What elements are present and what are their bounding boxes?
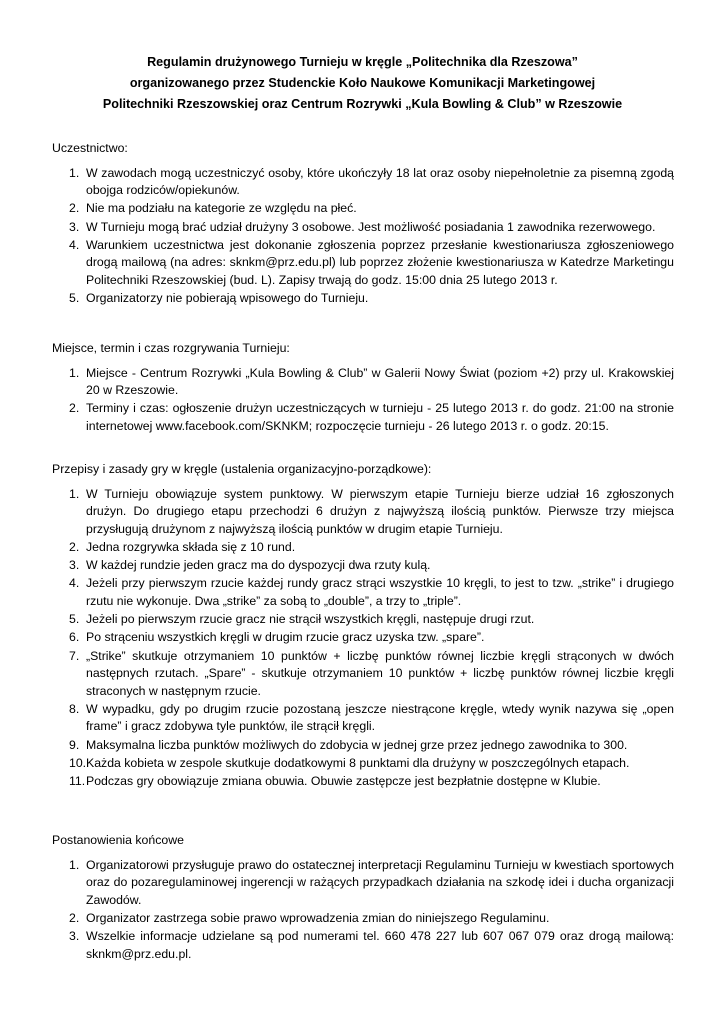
- item-text: W Turnieju mogą brać udział drużyny 3 osobowe. Jest możliwość posiadania 1 zawodnika rezerwowego.: [86, 219, 656, 234]
- section-participation: [52, 140, 674, 308]
- item-text: Organizator zastrzega sobie prawo wprowadzenia zmian do niniejszego Regulaminu.: [86, 910, 550, 925]
- item-number: 10.: [69, 755, 87, 770]
- title-line-2: organizowanego przez Studenckie Koło Naukowe Komunikacji Marketingowej: [129, 76, 596, 90]
- section-heading: Postanowienia końcowe: [52, 833, 184, 847]
- title-line-3: Politechniki Rzeszowskiej oraz Centrum Rozrywki „Kula Bowling & Club” w Rzeszowie: [102, 97, 623, 111]
- item-text: Jeżeli przy pierwszym rzucie każdej rundy gracz strąci wszystkie 10 kręgli, to jest to tzw. „strike” i drugiego rzutu nie wykonuje. Dwa „strike” za sobą to „double”, a trzy to „triple”.: [86, 576, 674, 608]
- section-heading: Miejsce, termin i czas rozgrywania Turnieju:: [52, 341, 290, 355]
- list-item: [52, 910, 674, 928]
- list-item: [52, 219, 674, 237]
- item-text: Terminy i czas: ogłoszenie drużyn uczestniczących w turnieju - 25 lutego 2013 r. do godz. 21:00 na stronie internetowej www.facebook.com/SKNKM; rozpoczęcie turnieju - 26 lutego 2013 r. o godz. 20:15.: [86, 401, 674, 433]
- item-number: 5.: [69, 291, 80, 306]
- item-number: 7.: [69, 648, 80, 663]
- participation-list: [52, 165, 674, 308]
- list-item: [52, 701, 674, 736]
- item-text: W zawodach mogą uczestniczyć osoby, które ukończyły 18 lat oraz osoby niepełnoletnie za pisemną zgodą obojga rodziców/opiekunów.: [86, 165, 674, 198]
- item-number: 1.: [69, 365, 80, 380]
- list-item: [52, 611, 674, 629]
- list-item: [52, 290, 674, 308]
- item-text: Organizatorzy nie pobierają wpisowego do Turnieju.: [86, 291, 369, 306]
- item-text: Każda kobieta w zespole skutkuje dodatkowymi 8 punktami dla drużyny w poszczególnych etapach.: [86, 755, 630, 770]
- title-line-1: Regulamin drużynowego Turnieju w kręgle „Politechnika dla Rzeszowa”: [147, 55, 578, 69]
- item-text: Jedna rozgrywka składa się z 10 rund.: [86, 539, 296, 554]
- section-rules: [52, 461, 674, 791]
- list-item: [52, 755, 674, 773]
- item-text: Miejsce - Centrum Rozrywki „Kula Bowling & Club” w Galerii Nowy Świat (poziom +2) przy ul. Krakowskiej 20 w Rzeszowie.: [86, 365, 674, 398]
- list-item: [52, 539, 674, 557]
- section-location-time: [52, 340, 674, 436]
- list-item: [52, 165, 674, 200]
- list-item: [52, 237, 674, 290]
- list-item: [52, 648, 674, 701]
- section-final-provisions: [52, 832, 674, 964]
- list-item: [52, 557, 674, 575]
- item-number: 2.: [69, 201, 80, 216]
- list-item: [52, 737, 674, 755]
- item-text: „Strike” skutkuje otrzymaniem 10 punktów + liczbę punktów równej liczbie kręgli strąconych w dwóch następnych rzutach. „Spare” - skutkuje otrzymaniem 10 punktów + liczbę punktów równej liczbie kręgli straconych w następnym rzucie.: [86, 648, 674, 698]
- list-item: [52, 629, 674, 647]
- list-item: [52, 857, 674, 910]
- document-title: [60, 52, 665, 115]
- section-heading: Uczestnictwo:: [52, 141, 128, 155]
- item-text: Maksymalna liczba punktów możliwych do zdobycia w jednej grze przez jednego zawodnika to 300.: [86, 737, 628, 752]
- item-number: 4.: [69, 576, 80, 591]
- list-item: [52, 400, 674, 435]
- item-text: Podczas gry obowiązuje zmiana obuwia. Obuwie zastępcze jest bezpłatnie dostępne w Klubie.: [86, 774, 601, 789]
- item-number: 3.: [69, 929, 80, 944]
- item-number: 1.: [69, 486, 80, 501]
- item-text: Organizatorowi przysługuje prawo do ostatecznej interpretacji Regulaminu Turnieju w kwestiach sportowych oraz do pozaregulaminowej ingerencji w rażących przypadkach działania na szkodę idei i ducha organizacji Zawodów.: [86, 857, 674, 907]
- item-text: Jeżeli po pierwszym rzucie gracz nie strącił wszystkich kręgli, następuje drugi rzut.: [86, 612, 535, 627]
- list-item: [52, 928, 674, 963]
- list-item: [52, 365, 674, 400]
- item-text: W każdej rundzie jeden gracz ma do dyspozycji dwa rzuty kulą.: [86, 558, 431, 573]
- item-text: Nie ma podziału na kategorie ze względu na płeć.: [86, 201, 357, 216]
- item-number: 3.: [69, 219, 80, 234]
- item-number: 4.: [69, 237, 80, 252]
- item-text: W wypadku, gdy po drugim rzucie pozostaną jeszcze niestrącone kręgle, wtedy wynik nazywa się „open frame” i gracz zdobywa tyle punktów, ile strącił kręgli.: [86, 701, 674, 734]
- item-number: 8.: [69, 701, 80, 716]
- item-number: 5.: [69, 612, 80, 627]
- section-heading: Przepisy i zasady gry w kręgle (ustalenia organizacyjno-porządkowe):: [52, 462, 432, 476]
- list-item: [52, 575, 674, 610]
- item-number: 6.: [69, 630, 80, 645]
- item-number: 2.: [69, 539, 80, 554]
- rules-list: [52, 486, 674, 791]
- item-number: 9.: [69, 737, 80, 752]
- item-number: 11.: [69, 774, 86, 789]
- item-number: 2.: [69, 401, 80, 416]
- item-number: 3.: [69, 558, 80, 573]
- item-number: 1.: [69, 165, 80, 180]
- item-number: 2.: [69, 910, 80, 925]
- item-text: Warunkiem uczestnictwa jest dokonanie zgłoszenia poprzez przesłanie kwestionariusza zgłoszeniowego drogą mailową (na adres: sknkm@prz.edu.pl) lub poprzez złożenie kwestionariusza w Katedrze Marketingu Politechniki Rzeszowskiej (bud. L). Zapisy trwają do godz. 15:00 dnia 25 lutego 2013 r.: [86, 237, 674, 287]
- final-provisions-list: [52, 857, 674, 964]
- list-item: [52, 200, 674, 218]
- item-text: Wszelkie informacje udzielane są pod numerami tel. 660 478 227 lub 607 067 079 oraz drogą mailową: sknkm@prz.edu.pl.: [86, 929, 674, 961]
- location-list: [52, 365, 674, 436]
- list-item: [52, 486, 674, 539]
- item-text: W Turnieju obowiązuje system punktowy. W pierwszym etapie Turnieju bierze udział 16 zgłoszonych drużyn. Do drugiego etapu przechodzi 6 drużyn z najwyższą ilością punktów. Pierwsze trzy miejsca przysługują drużynom z najwyższą ilością punktów w drugim etapie Turnieju.: [86, 486, 674, 536]
- item-text: Po strąceniu wszystkich kręgli w drugim rzucie gracz uzyska tzw. „spare”.: [86, 630, 485, 645]
- item-number: 1.: [69, 857, 80, 872]
- list-item: [52, 773, 674, 791]
